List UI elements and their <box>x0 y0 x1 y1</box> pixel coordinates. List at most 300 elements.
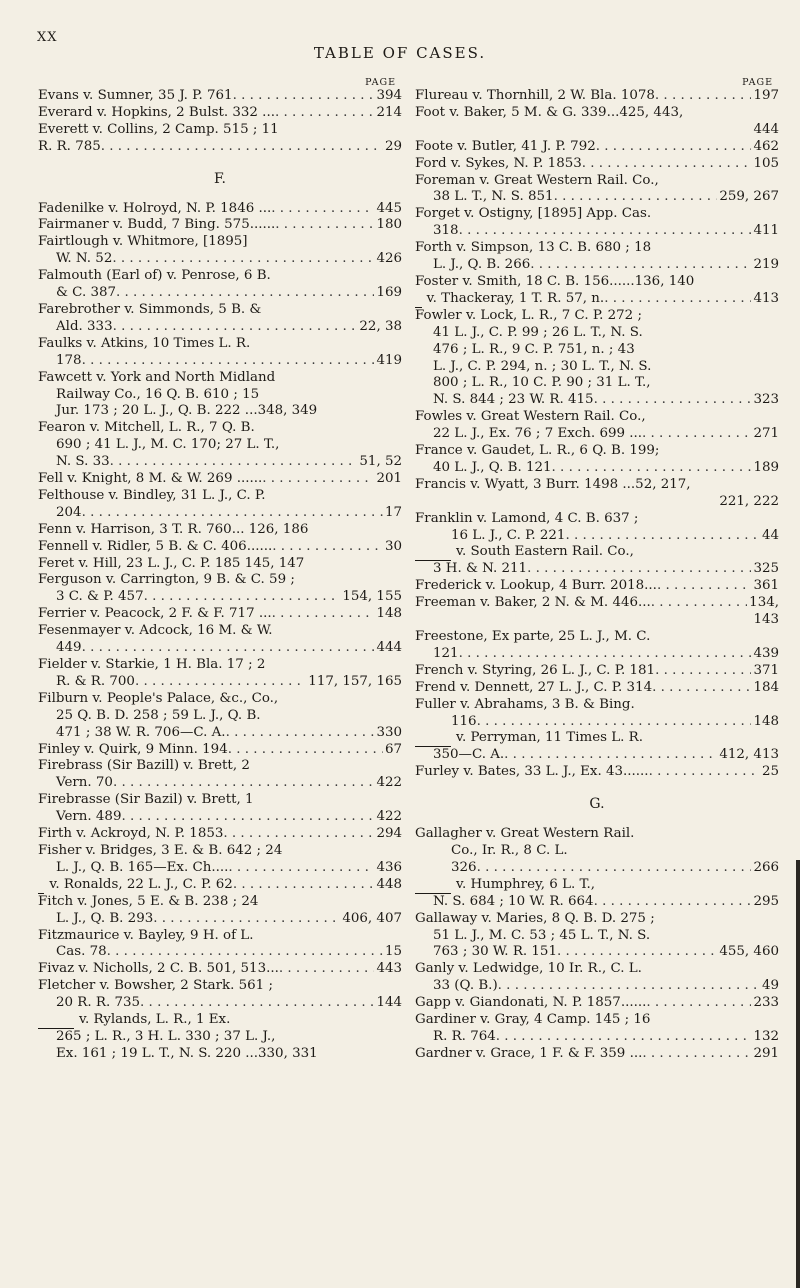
page-reference: 221, 222 <box>719 493 779 509</box>
case-entry <box>38 978 402 995</box>
page-reference: 259, 267 <box>719 189 779 205</box>
case-entry <box>415 409 779 426</box>
case-citation: Vern. 70 <box>56 775 113 791</box>
case-entry <box>38 251 402 268</box>
case-citation: France v. Gaudet, L. R., 6 Q. B. 199; <box>415 443 660 459</box>
case-entry <box>415 697 779 714</box>
page-reference: 294 <box>376 826 402 842</box>
case-citation: Everard v. Hopkins, 2 Bulst. 332 ... <box>38 104 275 120</box>
case-entry <box>38 928 402 945</box>
leader-dots <box>596 139 752 156</box>
case-entry <box>38 336 402 353</box>
case-citation: 41 L. J., C. P. 99 ; 26 L. T., N. S. <box>433 324 643 340</box>
leader-dots <box>498 978 760 995</box>
case-entry <box>38 809 402 826</box>
case-entry <box>415 911 779 928</box>
case-entry <box>415 978 779 995</box>
case-entry <box>38 623 402 640</box>
case-entry <box>38 471 402 488</box>
page-reference: 323 <box>753 392 779 408</box>
leader-dots <box>504 747 717 764</box>
page-reference: 25 <box>761 764 779 780</box>
entries-f-continued <box>415 88 779 781</box>
case-entry <box>415 877 779 894</box>
case-entry <box>415 206 779 223</box>
leader-dots <box>113 319 358 336</box>
case-citation: 38 L. T., N. S. 851 <box>433 189 554 205</box>
page-reference: 201 <box>376 471 402 487</box>
case-citation: 476 ; L. R., 9 C. P. 751, n. ; 43 <box>433 341 635 357</box>
case-entry <box>415 173 779 190</box>
case-citation: Forth v. Simpson, 13 C. B. 680 ; 18 <box>415 240 652 256</box>
leader-dots <box>554 189 718 206</box>
case-citation: 3 H. & N. 211 <box>433 561 528 577</box>
page-reference: 67 <box>384 741 402 757</box>
case-citation: Vern. 489 <box>56 809 122 825</box>
case-entry <box>415 928 779 945</box>
case-citation: Fielder v. Starkie, 1 H. Bla. 17 ; 2 <box>38 657 266 672</box>
case-citation: Gardner v. Grace, 1 F. & F. 359 ... <box>415 1045 643 1061</box>
case-entry <box>38 691 402 708</box>
page-reference: 406, 407 <box>342 910 402 926</box>
leader-dots <box>228 742 383 759</box>
case-entry <box>38 539 402 556</box>
case-citation: Fivaz v. Nicholls, 2 C. B. 501, 513... <box>38 961 279 977</box>
case-entry <box>415 240 779 257</box>
leader-dots <box>226 725 375 742</box>
case-citation: Ex. 161 ; 19 L. T., N. S. 220 ...330, 331 <box>56 1045 318 1061</box>
case-entry <box>38 725 402 742</box>
page-reference: 22, 38 <box>359 318 402 334</box>
page-reference: 444 <box>376 640 402 656</box>
case-citation: v. Perryman, 11 Times L. R. <box>456 730 644 746</box>
leader-dots <box>82 505 383 522</box>
case-entry <box>415 392 779 409</box>
case-entry <box>415 860 779 877</box>
case-citation: Cas. 78 <box>56 944 107 960</box>
page-reference: 17 <box>384 504 402 520</box>
case-entry <box>38 353 402 370</box>
leader-dots <box>496 1029 752 1046</box>
page-reference: 419 <box>376 352 402 368</box>
case-entry <box>415 274 779 291</box>
case-entry <box>415 764 779 781</box>
case-citation: v. Humphrey, 6 L. T., <box>456 876 595 892</box>
case-entry <box>38 792 402 809</box>
case-entry <box>38 674 402 691</box>
case-citation: Everett v. Collins, 2 Camp. 515 ; 11 <box>38 121 279 137</box>
case-citation: 350—C. A. <box>433 747 505 763</box>
case-entry <box>38 657 402 674</box>
page-reference: 144 <box>376 995 402 1011</box>
case-citation: Fairtlough v. Whitmore, [1895] <box>38 234 248 250</box>
case-entry <box>415 460 779 477</box>
case-entry <box>38 122 402 139</box>
case-citation: Fowler v. Lock, L. R., 7 C. P. 272 ; <box>415 307 642 323</box>
case-entry <box>38 105 402 122</box>
leader-dots <box>135 674 306 691</box>
case-citation: Foote v. Butler, 41 J. P. 792 <box>415 138 596 154</box>
leader-dots <box>272 539 383 556</box>
case-citation: Farebrother v. Simmonds, 5 B. & <box>38 301 262 317</box>
case-citation: Forget v. Ostigny, [1895] App. Cas. <box>415 206 652 222</box>
entries-f <box>38 201 402 1063</box>
case-citation: Faulks v. Atkins, 10 Times L. R. <box>38 335 251 351</box>
case-entry <box>38 860 402 877</box>
case-citation: Gallagher v. Great Western Rail. <box>415 826 635 842</box>
page-reference: 443 <box>376 961 402 977</box>
leader-dots <box>271 201 374 218</box>
case-citation: 265 ; L. R., 3 H. L. 330 ; 37 L. J., <box>56 1028 276 1044</box>
page-reference: 411 <box>753 223 779 239</box>
page-title: TABLE OF CASES. <box>313 44 487 62</box>
case-citation: Evans v. Sumner, 35 J. P. 761 <box>38 88 233 103</box>
case-entry <box>38 505 402 522</box>
case-entry <box>415 995 779 1012</box>
leader-dots <box>228 860 374 877</box>
case-entry <box>415 308 779 325</box>
case-citation: Freestone, Ex parte, 25 L. J., M. C. <box>415 629 651 644</box>
case-entry <box>38 843 402 860</box>
case-citation: Firebrass (Sir Bazill) v. Brett, 2 <box>38 758 250 774</box>
leader-dots <box>527 561 751 578</box>
page-reference: 426 <box>376 251 402 267</box>
case-entry <box>415 189 779 206</box>
case-entry <box>415 375 779 392</box>
leader-dots <box>82 640 375 657</box>
case-citation: Frend v. Dennett, 27 L. J., C. P. 314 <box>415 679 653 695</box>
section-letter-g: G. <box>589 796 605 813</box>
case-citation: Flureau v. Thornhill, 2 W. Bla. 1078 <box>415 88 655 103</box>
case-citation: Frederick v. Lookup, 4 Burr. 2018... <box>415 578 657 594</box>
case-entry <box>415 426 779 443</box>
right-column <box>415 78 779 1063</box>
leader-dots <box>652 680 751 697</box>
case-entry <box>38 995 402 1012</box>
leader-dots <box>272 606 375 623</box>
case-entry <box>415 680 779 697</box>
page-edge <box>796 860 800 1288</box>
case-entry <box>38 387 402 404</box>
case-entry <box>415 730 779 747</box>
leader-dots <box>657 578 752 595</box>
leader-dots <box>477 860 752 877</box>
entries-pre <box>38 88 402 156</box>
page-reference: 214 <box>376 104 402 120</box>
case-citation: R. R. 764 <box>433 1028 496 1044</box>
page-reference: 117, 157, 165 <box>308 673 402 689</box>
case-citation: Fenn v. Harrison, 3 T. R. 760... 126, 186 <box>38 521 309 537</box>
case-citation: Fuller v. Abrahams, 3 B. & Bing. <box>415 696 635 712</box>
case-citation: French v. Styring, 26 L. J., C. P. 181 <box>415 662 656 678</box>
case-entry <box>415 961 779 978</box>
page-reference: 51, 52 <box>359 454 402 470</box>
case-entry <box>415 826 779 843</box>
case-entry <box>38 708 402 725</box>
leader-dots <box>82 353 375 370</box>
page-reference: 148 <box>376 606 402 622</box>
case-entry <box>415 291 779 308</box>
case-citation: W. N. 52 <box>56 251 113 267</box>
page-reference: 295 <box>753 893 779 909</box>
case-entry <box>415 494 779 511</box>
page-reference: 132 <box>753 1028 779 1044</box>
page-reference: 29 <box>384 138 402 154</box>
case-citation: 25 Q. B. D. 258 ; 59 L. J., Q. B. <box>56 707 261 723</box>
case-citation: Ferguson v. Carrington, 9 B. & C. 59 ; <box>38 572 295 588</box>
case-entry <box>38 139 402 156</box>
case-entry <box>38 201 402 218</box>
leader-dots <box>557 944 717 961</box>
page-reference: 134, <box>749 595 779 611</box>
page-column-label: PAGE <box>742 77 773 88</box>
leader-dots <box>655 663 751 680</box>
case-citation: 326 <box>451 859 477 875</box>
leader-dots <box>594 392 752 409</box>
page-reference: 371 <box>753 662 779 678</box>
page-reference: 266 <box>753 859 779 875</box>
left-column <box>38 78 402 1063</box>
page-reference: 49 <box>761 978 779 994</box>
section-letter-f: F. <box>214 170 226 187</box>
case-citation: Foreman v. Great Western Rail. Co., <box>415 172 659 188</box>
leader-dots <box>646 995 751 1012</box>
case-citation: Fletcher v. Bowsher, 2 Stark. 561 ; <box>38 978 273 994</box>
case-citation: Felthouse v. Bindley, 31 L. J., C. P. <box>38 487 266 503</box>
case-entry <box>415 944 779 961</box>
leader-dots <box>459 223 752 240</box>
case-citation: Fearon v. Mitchell, L. R., 7 Q. B. <box>38 420 255 436</box>
case-citation: Falmouth (Earl of) v. Penrose, 6 B. <box>38 268 271 284</box>
page-reference: 394 <box>376 88 402 103</box>
leader-dots <box>233 88 375 105</box>
case-entry <box>415 646 779 663</box>
leader-dots <box>112 251 374 268</box>
case-entry <box>38 454 402 471</box>
case-citation: 116 <box>451 713 477 729</box>
page-reference: 219 <box>753 257 779 273</box>
case-entry <box>38 285 402 302</box>
case-entry <box>38 217 402 234</box>
case-citation: 121 <box>433 645 459 661</box>
case-citation: 800 ; L. R., 10 C. P. 90 ; 31 L. T., <box>433 375 651 391</box>
case-citation: Fawcett v. York and North Midland <box>38 369 276 385</box>
case-entry <box>415 325 779 342</box>
case-entry <box>38 420 402 437</box>
case-citation: 3 C. & P. 457 <box>56 589 144 605</box>
case-entry <box>415 477 779 494</box>
page-reference: 44 <box>761 527 779 543</box>
case-entry <box>415 561 779 578</box>
page-reference: 413 <box>753 290 779 306</box>
case-citation: Gapp v. Giandonati, N. P. 1857...... <box>415 995 647 1011</box>
case-entry <box>415 359 779 376</box>
case-citation: Gallaway v. Maries, 8 Q. B. D. 275 ; <box>415 910 655 926</box>
case-citation: Fennell v. Ridler, 5 B. & C. 406...... <box>38 538 273 554</box>
case-citation: Ford v. Sykes, N. P. 1853 <box>415 155 582 171</box>
case-citation: 318 <box>433 223 459 239</box>
leader-dots <box>107 944 383 961</box>
page-reference: 180 <box>376 217 402 233</box>
case-citation: Ald. 333 <box>56 318 113 334</box>
page-reference: 330 <box>376 724 402 740</box>
case-citation: Railway Co., 16 Q. B. 610 ; 15 <box>56 386 260 402</box>
leader-dots <box>101 139 383 156</box>
leader-dots <box>275 105 374 122</box>
page-reference: 445 <box>376 200 402 216</box>
case-entry <box>415 156 779 173</box>
case-citation: Franklin v. Lamond, 4 C. B. 637 ; <box>415 510 639 526</box>
case-entry <box>415 511 779 528</box>
leader-dots <box>565 528 760 545</box>
leader-dots <box>144 589 341 606</box>
leader-dots <box>233 877 375 894</box>
case-entry <box>38 758 402 775</box>
case-citation: 471 ; 38 W. R. 706—C. A. <box>56 724 226 740</box>
leader-dots <box>477 714 752 731</box>
case-citation: 204 <box>56 504 82 520</box>
case-entry <box>415 612 779 629</box>
page-reference: 455, 460 <box>719 944 779 960</box>
case-citation: Ganly v. Ledwidge, 10 Ir. R., C. L. <box>415 961 642 977</box>
case-entry <box>415 528 779 545</box>
page-reference: 105 <box>753 155 779 171</box>
case-entry <box>38 1046 402 1063</box>
case-citation: 20 R. R. 735 <box>56 995 141 1011</box>
leader-dots <box>649 764 760 781</box>
leader-dots <box>642 426 751 443</box>
leader-dots <box>223 826 374 843</box>
case-citation: v. Ronalds, 22 L. J., C. P. 62 <box>49 876 233 892</box>
leader-dots <box>530 257 751 274</box>
case-citation: 51 L. J., M. C. 53 ; 45 L. T., N. S. <box>433 927 651 943</box>
case-citation: v. South Eastern Rail. Co., <box>456 544 634 560</box>
case-entry <box>38 742 402 759</box>
case-citation: Fitzmaurice v. Bayley, 9 H. of L. <box>38 927 254 943</box>
case-entry <box>38 911 402 928</box>
case-entry <box>38 877 402 894</box>
case-entry <box>38 403 402 420</box>
page-reference: 444 <box>753 121 779 137</box>
case-entry <box>415 663 779 680</box>
case-citation: Ferrier v. Peacock, 2 F. & F. 717 ... <box>38 606 272 622</box>
case-entry <box>38 302 402 319</box>
case-entry <box>415 443 779 460</box>
case-citation: N. S. 684 ; 10 W. R. 664 <box>433 893 594 909</box>
case-entry <box>415 629 779 646</box>
case-entry <box>415 88 779 105</box>
leader-dots <box>279 961 375 978</box>
page-reference: 291 <box>753 1045 779 1061</box>
case-citation: Foster v. Smith, 18 C. B. 156......136, 140 <box>415 273 695 289</box>
case-citation: 16 L. J., C. P. 221 <box>451 527 566 543</box>
page-reference: 143 <box>753 612 779 628</box>
case-entry <box>38 606 402 623</box>
leader-dots <box>110 454 358 471</box>
case-citation: 763 ; 30 W. R. 151 <box>433 944 557 960</box>
case-citation: Fell v. Knight, 8 M. & W. 269 ...... <box>38 471 263 487</box>
case-entry <box>38 1029 402 1046</box>
case-entry <box>38 640 402 657</box>
case-entry <box>415 122 779 139</box>
case-entry <box>38 370 402 387</box>
case-citation: L. J., C. P. 294, n. ; 30 L. T., N. S. <box>433 358 652 374</box>
case-entry <box>415 1012 779 1029</box>
case-entry <box>38 437 402 454</box>
case-entry <box>415 1046 779 1063</box>
case-entry <box>38 268 402 285</box>
case-citation: 178 <box>56 352 82 368</box>
case-entry <box>415 139 779 156</box>
page-reference: 439 <box>753 645 779 661</box>
page-reference: 184 <box>753 679 779 695</box>
case-citation: 22 L. J., Ex. 76 ; 7 Exch. 699 ... <box>433 426 643 442</box>
case-entry <box>38 319 402 336</box>
case-entry <box>38 572 402 589</box>
case-citation: N. S. 33 <box>56 454 110 470</box>
case-citation: Furley v. Bates, 33 L. J., Ex. 43...... <box>415 764 649 780</box>
case-entry <box>38 961 402 978</box>
case-entry <box>415 544 779 561</box>
case-citation: Filburn v. People's Palace, &c., Co., <box>38 690 279 706</box>
leader-dots <box>459 646 752 663</box>
case-entry <box>38 894 402 911</box>
case-citation: Feret v. Hill, 23 L. J., C. P. 185 145, 147 <box>38 555 305 571</box>
case-citation: Fowles v. Great Western Rail. Co., <box>415 409 646 425</box>
page-column-label: PAGE <box>365 77 396 88</box>
case-citation: L. J., Q. B. 293 <box>56 910 154 926</box>
page-reference: 448 <box>376 876 402 892</box>
case-citation: N. S. 844 ; 23 W. R. 415 <box>433 392 594 408</box>
page-reference: 361 <box>753 578 779 594</box>
case-citation: Foot v. Baker, 5 M. & G. 339...425, 443, <box>415 104 684 120</box>
leader-dots <box>651 595 747 612</box>
leader-dots <box>153 911 340 928</box>
case-citation: Fitch v. Jones, 5 E. & B. 238 ; 24 <box>38 893 259 909</box>
case-citation: L. J., Q. B. 165—Ex. Ch.... <box>56 859 229 875</box>
leader-dots <box>262 471 374 488</box>
leader-dots <box>604 291 751 308</box>
leader-dots <box>642 1046 751 1063</box>
page-reference: 462 <box>753 138 779 154</box>
case-entry <box>415 1029 779 1046</box>
case-citation: Fairmaner v. Budd, 7 Bing. 575...... <box>38 217 276 233</box>
leader-dots <box>594 894 752 911</box>
page-reference: 233 <box>753 995 779 1011</box>
case-citation: Firebrasse (Sir Bazil) v. Brett, 1 <box>38 792 254 808</box>
page-reference: 422 <box>376 775 402 791</box>
case-citation: Jur. 173 ; 20 L. J., Q. B. 222 ...348, 349 <box>56 403 318 419</box>
page-reference: 154, 155 <box>342 589 402 605</box>
case-entry <box>415 714 779 731</box>
page-reference: 148 <box>753 713 779 729</box>
page-reference: 15 <box>384 944 402 960</box>
case-citation: Co., Ir. R., 8 C. L. <box>451 842 568 858</box>
case-citation: Finley v. Quirk, 9 Minn. 194 <box>38 741 228 757</box>
case-entry <box>415 578 779 595</box>
case-citation: Francis v. Wyatt, 3 Burr. 1498 ...52, 217, <box>415 476 691 492</box>
leader-dots <box>113 775 374 792</box>
case-citation: Freeman v. Baker, 2 N. & M. 446... <box>415 595 651 611</box>
page-reference: 422 <box>376 809 402 825</box>
case-entry <box>415 595 779 612</box>
page-reference: 169 <box>376 285 402 301</box>
case-entry <box>415 843 779 860</box>
entries-g <box>415 826 779 1063</box>
leader-dots <box>552 460 752 477</box>
case-entry <box>38 589 402 606</box>
page-reference: 325 <box>753 561 779 577</box>
